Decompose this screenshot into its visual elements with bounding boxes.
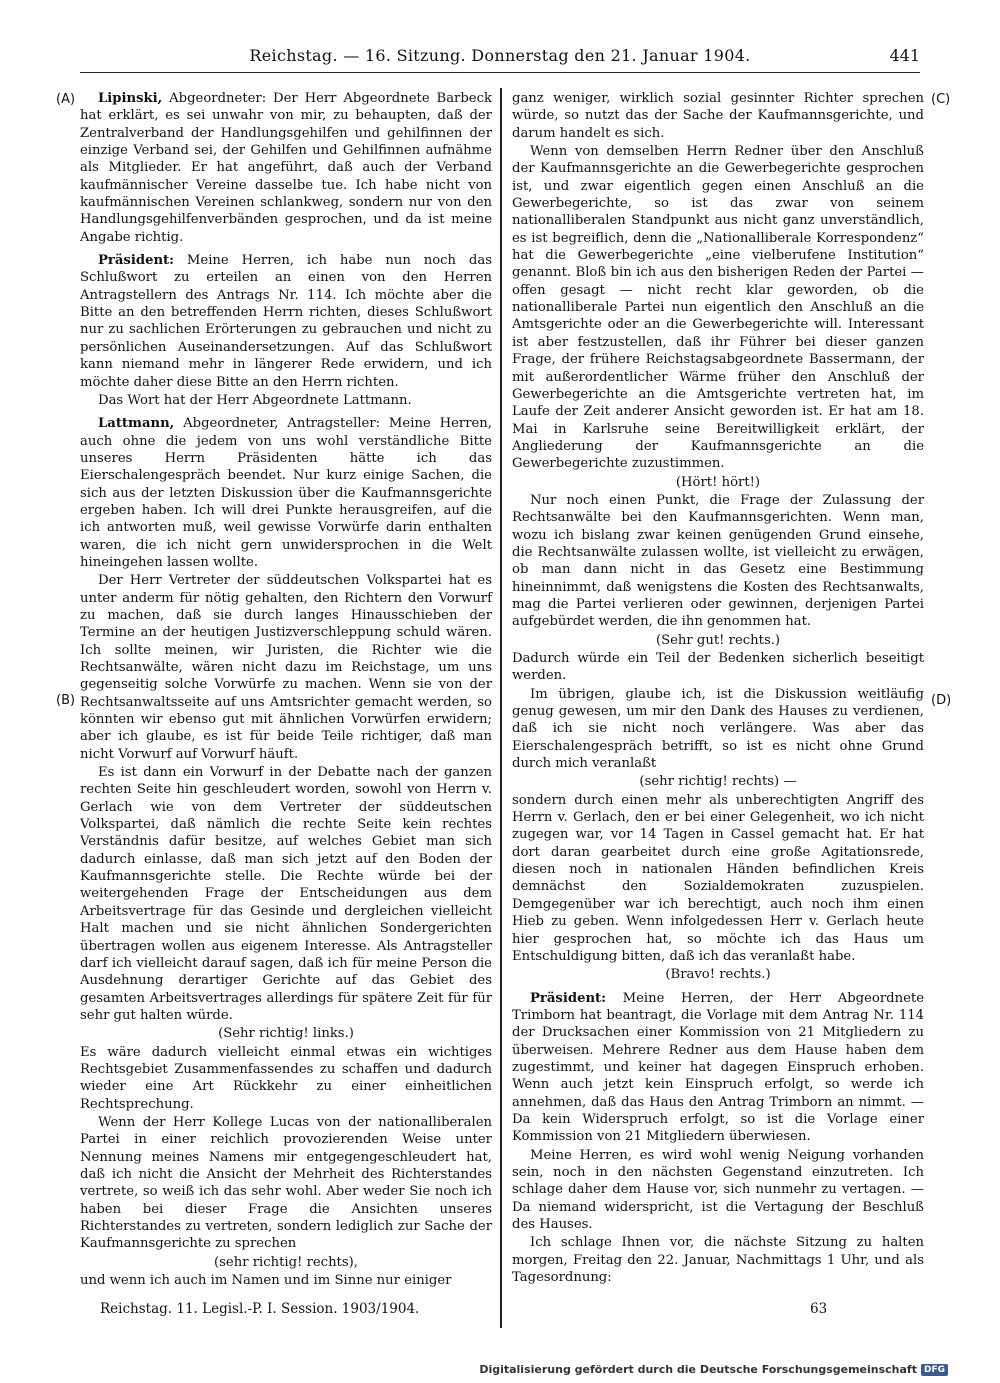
speaker-name: Präsident: — [98, 253, 175, 269]
paragraph: Der Herr Vertreter der süddeutschen Volkspartei hat es unter anderm für nötig gehalten, den Richtern den Vorwurf zu machen, daß sie durch langes Hinausschieben der Termine an der heutigen Justizverschleppung schuld wären. Ich sollte meinen, wir Juristen, die Richter wie die Rechtsanwälte, wären nicht dazu im Reichstage, um uns gegenseitig solche Vorwürfe zu machen. Wenn sie von der Rechtsanwaltsseite auf uns Amtsrichter gemacht werden, so könnten wir ebenso gut mit ähnlichen Vorwürfen erwidern; aber ich glaube, es ist für beide Teile richtiger, daß man nicht Vorwurf auf Vorwurf häuft. — [80, 573, 492, 762]
paragraph: Es ist dann ein Vorwurf in der Debatte nach der ganzen rechten Seite hin geschleudert worden, sowohl von Herrn v. Gerlach wie von dem Vertreter der süddeutschen Volkspartei, daß nämlich die rechte Seite kein rechtes Verständnis dafür besitze, auf welches Gebiet man sich dadurch einlasse, daß man sich jetzt auf den Boden der Kaufmannsgerichte stelle. Die Rechte würde bei der weitergehenden Frage der Entscheidungen aus dem Arbeitsvertrage für das Gesinde und dergleichen vielleicht Halt machen und sie nicht ähnlichen Sondergerichten übertragen wollen aus eigenem Interesse. Als Antragsteller darf ich vielleicht darauf sagen, daß ich für meine Person die Ausdehnung derartiger Gerichte auf das Gebiet des gesamten Arbeitsvertrages allerdings für spätere Zeit für für sehr gut halten würde. — [80, 765, 492, 1023]
margin-marker-b: (B) — [56, 693, 76, 708]
paragraph: Ich schlage Ihnen vor, die nächste Sitzung zu halten morgen, Freitag den 22. Januar, Nachmittags 1 Uhr, und als Tagesordnung: — [512, 1235, 924, 1286]
header-title: Reichstag. — 16. Sitzung. Donnerstag den 21. Januar 1904. — [249, 46, 751, 65]
speaker-name: Lattmann, — [98, 416, 175, 432]
right-column — [512, 90, 924, 1287]
speech-text: Meine Herren, ich habe nun noch das Schlußwort zu erteilen an einen von den Herren Antragstellern des Antrags Nr. 114. Ich möchte aber die Bitte an den betreffenden Herrn richten, dieses Schlußwort nur zu sachlichen Erörterungen zu gebrauchen und nicht zu persönlichen Auseinandersetzungen. Auf das Schlußwort kann niemand mehr in längerer Rede erwidern, und ich möchte daher diese Bitte an den Herrn richten. — [80, 253, 492, 390]
paragraph — [80, 90, 492, 246]
interjection: (Hört! hört!) — [675, 474, 761, 490]
credit-text: Digitalisierung gefördert durch die Deutsche Forschungsgemeinschaft — [479, 1363, 917, 1376]
interjection: (sehr richtig! rechts), — [214, 1254, 358, 1270]
paragraph: Wenn der Herr Kollege Lucas von der nationalliberalen Partei in einer reichlich provozierenden Weise unter Nennung meines Namens mir entgegengeschleudert hat, daß ich nicht die Ansicht der Mehrheit des Richterstandes vertrete, so weiß ich das sehr wohl. Aber weder Sie noch ich haben bei dieser Frage die Ansichten unseres Richterstandes zu vertreten, sondern lediglich zur Sache der Kaufmannsgerichte zu sprechen — [80, 1114, 492, 1252]
margin-marker-d: (D) — [931, 693, 952, 708]
interjection: (Sehr richtig! links.) — [218, 1026, 354, 1042]
speech-text: Abgeordneter: Der Herr Abgeordnete Barbeck hat erklärt, es sei unwahr von mir, zu behaupten, daß der Zentralverband der Handlungsgehilfen und gehilfinnen der einzige Verband sei, der Gehilfen und Gehilfinnen aufnähme als Mitglieder. Er hat angeführt, daß auch der Verband kaufmännischer Vereine dasselbe tue. Ich habe nicht von kaufmännischen Vereinen schlankweg, sondern nur von den Handlungsgehilfenverbänden gesprochen, und da ist meine Angabe richtig. — [80, 91, 492, 245]
paragraph: Es wäre dadurch vielleicht einmal etwas ein wichtiges Rechtsgebiet Zusammenfassendes zu schaffen und dadurch wieder eine Art Rückkehr zu einer einheitlichen Rechtsprechung. — [80, 1044, 492, 1112]
margin-marker-a: (A) — [56, 92, 76, 107]
paragraph — [80, 415, 492, 571]
footer-session-info: Reichstag. 11. Legisl.-P. I. Session. 1903/1904. — [100, 1301, 420, 1317]
interjection: (Sehr gut! rechts.) — [655, 632, 781, 648]
paragraph — [80, 252, 492, 391]
paragraph: Wenn von demselben Herrn Redner über den Anschluß der Kaufmannsgerichte an die Gewerbegerichte gesprochen ist, und zwar eigentlich gegen einen Anschluß an die Gewerbegerichte, so ist das zwar von seinem nationalliberalen Standpunkt aus nicht ganz unverständlich, es ist begreiflich, denn die „Nationalliberale Korrespondenz“ hat die Gewerbegerichte „eine vielberufene Institution“ genannt. Bloß bin ich aus den bisherigen Reden der Partei — offen gesagt — nicht recht klar geworden, ob die nationalliberale Partei nun eigentlich den Anschluß an die Amtsgerichte oder an die Gewerbegerichte will. Interessant ist aber festzustellen, daß ihr Führer bei dieser ganzen Frage, der frühere Reichstagsabgeordnete Bassermann, der mit außerordentlicher Wärme früher den Anschluß der Gewerbegerichte an die Amtsgerichte vertreten hat, im Laufe der Zeit anderer Ansicht geworden ist. Er hat am 18. Mai in Karlsruhe seine Bereitwilligkeit erklärt, der Angliederung der Kaufmannsgerichte an die Gewerbegerichte zuzustimmen. — [512, 144, 924, 472]
speech-text: Abgeordneter, Antragsteller: Meine Herren, auch ohne die jedem von uns wohl verständliche Bitte unseres Herrn Präsidenten hätte ich das Eierschalengespräch beendet. Nur kurz einige Sachen, die sich aus der letzten Diskussion über die Kaufmannsgerichte ergeben haben. Ich will drei Punkte herausgreifen, auf die ich antworten muß, weil gewisse Vorwürfe darin enthalten waren, die ich nicht gern unwidersprochen in die Welt hineingehen lassen wollte. — [80, 416, 492, 570]
paragraph: und wenn ich auch im Namen und im Sinne nur einiger — [80, 1273, 452, 1289]
column-divider — [500, 88, 502, 1328]
footer-sheet-number: 63 — [810, 1301, 828, 1317]
paragraph: Das Wort hat der Herr Abgeordnete Lattmann. — [98, 392, 412, 408]
speaker-name: Präsident: — [530, 990, 607, 1006]
digitization-credit — [479, 1363, 948, 1376]
paragraph: Meine Herren, es wird wohl wenig Neigung vorhanden sein, noch in den nächsten Gegenstand einzutreten. Ich schlage daher dem Hause vor, sich nunmehr zu vertagen. — Da niemand widerspricht, ist die Vertagung der Beschluß des Hauses. — [512, 1147, 924, 1232]
interjection: (sehr richtig! rechts) — — [639, 774, 797, 790]
margin-marker-c: (C) — [931, 92, 951, 107]
speech-text: Meine Herren, der Herr Abgeordnete Trimborn hat beantragt, die Vorlage mit dem Antrag Nr. 114 der Drucksachen einer Kommission von 21 Mitgliedern zu überweisen. Mehrere Redner aus dem Hause haben dem zugestimmt, und keiner hat dagegen Einspruch erhoben. Wenn auch jetzt kein Einspruch erfolgt, so werde ich annehmen, daß das Haus den Antrag Trimborn an nimmt. — Da kein Widerspruch erfolgt, so ist die Vorlage einer Kommission von 21 Mitgliedern überwiesen. — [512, 990, 924, 1145]
paragraph: Nur noch einen Punkt, die Frage der Zulassung der Rechtsanwälte bei den Kaufmannsgerichten. Wenn man, wozu ich bislang zwar keinen genügenden Grund einsehe, die Rechtsanwälte zulassen wollte, ist vielleicht zu erwägen, ob man dann nicht in das Gesetz eine Bestimmung hineinnimmt, daß wenigstens die Kosten des Rechtsanwalts, mag die Partei verlieren oder gewinnen, derjenigen Partei aufgebürdet werden, die ihn genommen hat. — [512, 492, 924, 630]
left-column — [80, 90, 492, 1290]
paragraph: Im übrigen, glaube ich, ist die Diskussion weitläufig genug gewesen, um mir den Dank des Hauses zu verdienen, daß ich sie nicht noch verlängere. Was aber das Eierschalengespräch betrifft, so ist es nicht ohne Grund durch mich veranlaßt — [512, 686, 924, 772]
page-header — [80, 46, 920, 73]
paragraph: ganz weniger, wirklich sozial gesinnter Richter sprechen würde, so nutzt das der Sache der Kaufmannsgerichte, und darum handelt es sich. — [512, 91, 924, 141]
speaker-name: Lipinski, — [98, 91, 163, 106]
paragraph: sondern durch einen mehr als unberechtigten Angriff des Herrn v. Gerlach, den er bei einer Gelegenheit, wo ich nicht zugegen war, vor 14 Tagen in Cassel gemacht hat. Er hat dort daran gearbeitet durch eine große Agitationsrede, diesen noch in nationalen Händen befindlichen Kreis demnächst den Sozialdemokraten zuzuspielen. Demgegenüber war ich berechtigt, auch noch ihm einen Hieb zu geben. Wenn infolgedessen Herr v. Gerlach heute hier gesprochen hat, so möchte ich das Haus um Entschuldigung bitten, daß ich das veranlaßt habe. — [512, 792, 924, 964]
dfg-logo-icon: DFG — [921, 1364, 948, 1376]
interjection: (Bravo! rechts.) — [665, 967, 771, 983]
paragraph — [512, 990, 924, 1146]
paragraph: Dadurch würde ein Teil der Bedenken sicherlich beseitigt werden. — [512, 651, 924, 684]
page-number: 441 — [889, 46, 920, 65]
